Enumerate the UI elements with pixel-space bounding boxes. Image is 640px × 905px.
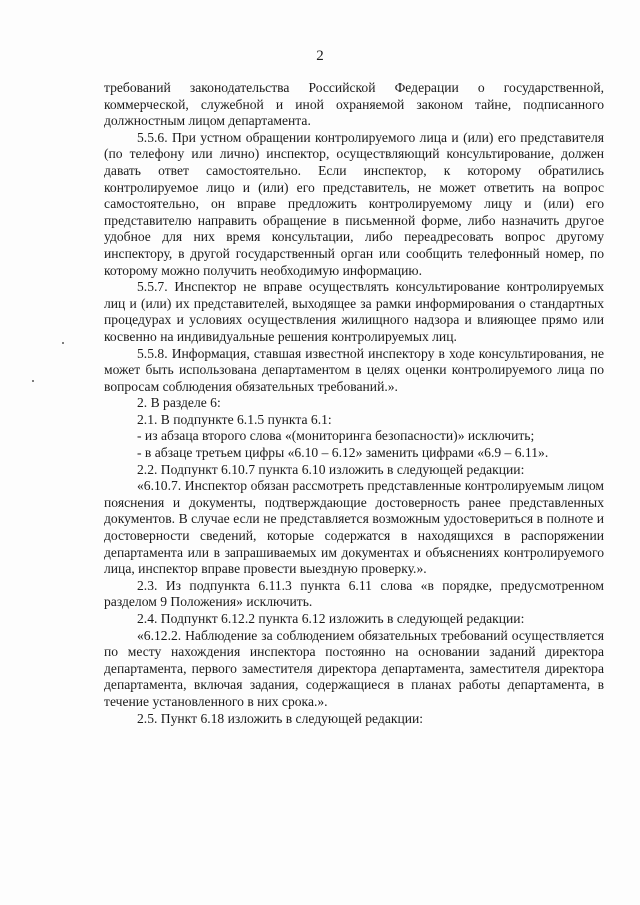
paragraph-5-5-6: 5.5.6. При устном обращении контролируемого лица и (или) его представителя (по телефону или лично) инспектор, осуществляющий консультирование, должен давать ответ самостоятельно. Если инспектор, к которому обратились контролируемое лицо и (или) его представитель, не может ответить на вопрос самостоятельно, он вправе предложить контролируемому лицу и (или) его представителю направить обращение в письменной форме, либо назначить другое удобное для них время консультации, либо переадресовать вопрос другому инспектору, в другой государственный орган или сообщить телефонный номер, по которому можно получить необходимую информацию. xyxy=(104,129,604,278)
paragraph-2-2: 2.2. Подпункт 6.10.7 пункта 6.10 изложить в следующей редакции: xyxy=(137,461,525,477)
paragraph-5-5-7: 5.5.7. Инспектор не вправе осуществлять консультирование контролируемых лиц и (или) их представителей, выходящее за рамки информирования о стандартных процедурах и условиях осуществления жилищного надзора и влияющее прямо или косвенно на индивидуальные решения контролируемых лиц. xyxy=(104,279,604,344)
paragraph-6-10-7: «6.10.7. Инспектор обязан рассмотреть представленные контролируемым лицом пояснения и документы, подтверждающие достоверность ранее представленных документов. В случае если не представляется возможным удостовериться в полноте и достоверности сведений, которые содержатся в находящихся в распоряжении департамента или в запрашиваемых им документах и объяснениях контролируемого лица, инспектор вправе провести выездную проверку.». xyxy=(104,478,604,577)
paragraph-2-3: 2.3. Из подпункта 6.11.3 пункта 6.11 слова «в порядке, предусмотренном разделом 9 Положения» исключить. xyxy=(104,577,604,610)
paragraph-continuation: требований законодательства Российской Федерации о государственной, коммерческой, служебной и иной охраняемой законом тайне, подписанного должностным лицом департамента. xyxy=(104,80,604,129)
page-number: 2 xyxy=(316,48,324,64)
paragraph-2-4: 2.4. Подпункт 6.12.2 пункта 6.12 изложить в следующей редакции: xyxy=(137,611,525,626)
paragraph-section-6: 2. В разделе 6: xyxy=(137,395,221,411)
paragraph-2-1: 2.1. В подпункте 6.1.5 пункта 6.1: xyxy=(137,411,332,427)
scan-speck xyxy=(32,380,34,382)
paragraph-5-5-8: 5.5.8. Информация, ставшая известной инспектору в ходе консультирования, не может быть использована департаментом в целях оценки контролируемого лица по вопросам соблюдения обязательных требований.». xyxy=(104,345,604,394)
document-body xyxy=(104,80,604,727)
scan-speck xyxy=(62,342,64,344)
paragraph-2-1-item-2: - в абзаце третьем цифры «6.10 – 6.12» заменить цифрами «6.9 – 6.11». xyxy=(137,445,549,461)
paragraph-2-1-item-1: - из абзаца второго слова «(мониторинга безопасности)» исключить; xyxy=(137,428,535,444)
paragraph-6-12-2: «6.12.2. Наблюдение за соблюдением обязательных требований осуществляется по месту нахождения инспектора постоянно на основании заданий директора департамента, первого заместителя директора департамента, заместителя директора департамента, включая задания, содержащиеся в планах работы департамента, в течение установленного в них срока.». xyxy=(104,627,604,709)
paragraph-2-5: 2.5. Пункт 6.18 изложить в следующей редакции: xyxy=(137,710,424,726)
